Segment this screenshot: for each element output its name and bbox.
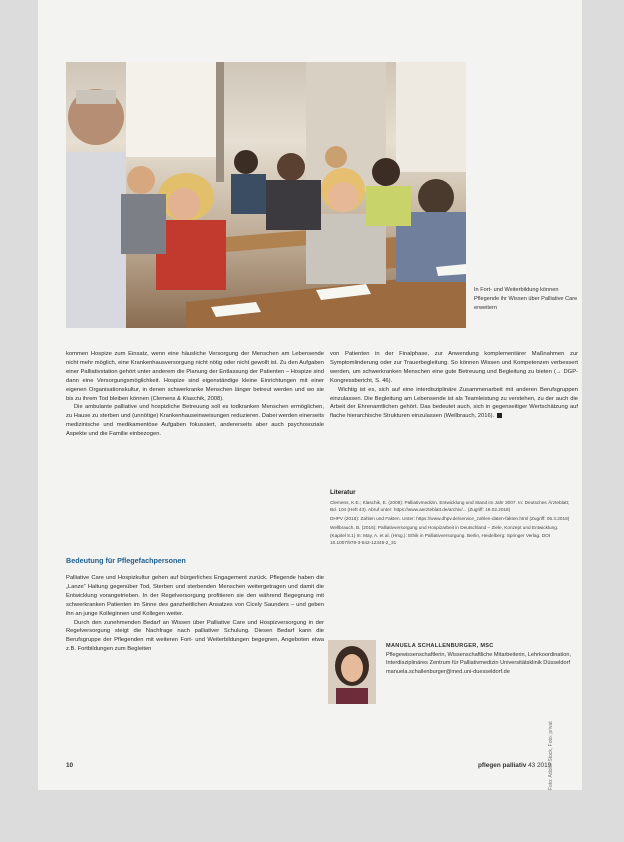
author-portrait	[328, 640, 376, 704]
paragraph: Palliative Care und Hospizkultur gehen auf bürgerliches Engagement zurück. Pflegende haben die „Lanze“ Haltung gegenüber Tod, Sterben und sterbenden Menschen weitergetragen und damit die Entwicklung vorangetrieben. In der Regelversorgung profitieren sie den während Begegnung mit schwerkranken Patienten im Sinne des ganzheitlichen Ansatzes von Cicely Saunders – und geben ihn an junge Kolleginnen und Kollegen weiter.	[66, 575, 324, 617]
literature-title: Literatur	[330, 489, 356, 496]
paragraph: von Patienten in der Finalphase, zur Anwendung komplementärer Maßnahmen zur Symptomlinderung oder zur Trauerbegleitung. So können Wissen und Kompetenzen verbessert werden, um schwerkranken Menschen eine gute Betreuung und Begleitung zu bieten (→ DGP-Kongressbericht, S. 46).	[330, 351, 578, 384]
literature-item: DHPV (2018): Zahlen und Fakten. Unter: https://www.dhpv.de/service_zahlen-daten-fakten.html (Zugriff: 05.3.2018)	[330, 516, 570, 522]
literature-item: Clemens, K.E.; Klaschik, E. (2008): Palliativmedizin. Entwicklung und Stand im Jahr 2007. In: Deutsches Ärzteblatt; Bd. 104 (Heft 43). Abruf unter: https://www.aerzteblatt.de/archiv/... (Zugriff: 19.02.2018)	[330, 500, 570, 513]
section-body	[66, 574, 324, 654]
paragraph-text: Wichtig ist es, sich auf eine interdisziplinäre Zusammenarbeit mit anderen Berufsgruppen einzulassen. Die Begleitung am Lebensende ist als Teamleistung zu verstehen, zu der auch die Arbeit der Ehrenamtlichen gehört. Das bedeutet auch, sich in gegenseitiger Wertschätzung auf flache hierarchische Strukturen einzulassen (Wellbrauch, 2016).	[330, 386, 578, 420]
literature-item: Wellbrauch, B. (2016): Palliativversorgung und Hospizarbeit in Deutschland – Ziele, Konzept und Entwicklung. (Kapitel 8.1) In: May, A. et al. (Hrsg.): Ethik in Palliativversorgung. Berlin, Heidelberg: Springer Verlag. DOI 10.1007/978-3-642-12345-2_31	[330, 525, 559, 546]
classroom-photo	[66, 62, 466, 328]
right-column	[330, 350, 578, 421]
magazine-page	[38, 0, 582, 790]
magazine-name: pflegen palliativ	[478, 762, 527, 769]
issue-number: 43 2019	[528, 762, 552, 769]
left-column	[66, 350, 324, 439]
photo-credit: Foto: Adobe Stock, Foto: privat	[548, 721, 554, 790]
literature-list	[330, 499, 574, 548]
author-name: MANUELA SCHALLENBURGER, MSC	[386, 643, 494, 649]
paragraph: Durch den zunehmenden Bedarf an Wissen über Palliative Care und Hospizversorgung in der Regelversorgung steigt die Nachfrage nach palliativer Schulung. Diesen Bedarf kann die Berufsgruppe der Pflegenden mit weiteren Fort- und Weiterbildungen begegnen, Angeboten etwa z.B. Fortbildungen zum Begleiten	[66, 619, 324, 653]
end-mark-icon	[497, 413, 502, 418]
photo-caption: In Fort- und Weiterbildung können Pflegende ihr Wissen über Palliative Care erweitern	[474, 287, 578, 311]
footer-magazine	[478, 762, 551, 769]
paragraph: Die ambulante palliative und hospizliche Betreuung soll es todkranken Menschen ermöglichen, zu Hause zu sterben und (unnötige) Krankenhauseinweisungen reduzieren. Dabei werden einerseits medizinische und medikamentöse Aufgaben fokussiert, andererseits aber auch psychosoziale Aspekte und die Familie einbezogen.	[66, 404, 324, 438]
paragraph: kommen Hospize zum Einsatz, wenn eine häusliche Versorgung der Menschen am Lebensende nicht mehr möglich, eine Krankenhausversorgung nicht nötig oder nicht gewollt ist. Zu den Aufgaben einer Palliativstation gehört unter anderem die Planung der Entlassung der Patienten – Hospize sind dann eine Versorgungsmöglichkeit. Hospize sind eigenständige kleine Einrichtungen mit einer eigenen Organisationskultur, in denen schwerkranke Menschen länger betreut werden und wo sie bis zu ihrem Tod bleiben können (Clemens & Klaschik, 2008).	[66, 351, 324, 402]
author-bio: Pflegewissenschaftlerin, Wissenschaftliche Mitarbeiterin, Lehrkoordination, Interdisziplinäres Zentrum für Palliativmedizin Universitätsklinik Düsseldorf manuela.schallenburger@med.uni-duesseldorf.de	[386, 651, 571, 676]
paragraph	[330, 386, 578, 422]
page-number: 10	[66, 762, 74, 769]
section-heading: Bedeutung für Pflegefachpersonen	[66, 556, 186, 565]
